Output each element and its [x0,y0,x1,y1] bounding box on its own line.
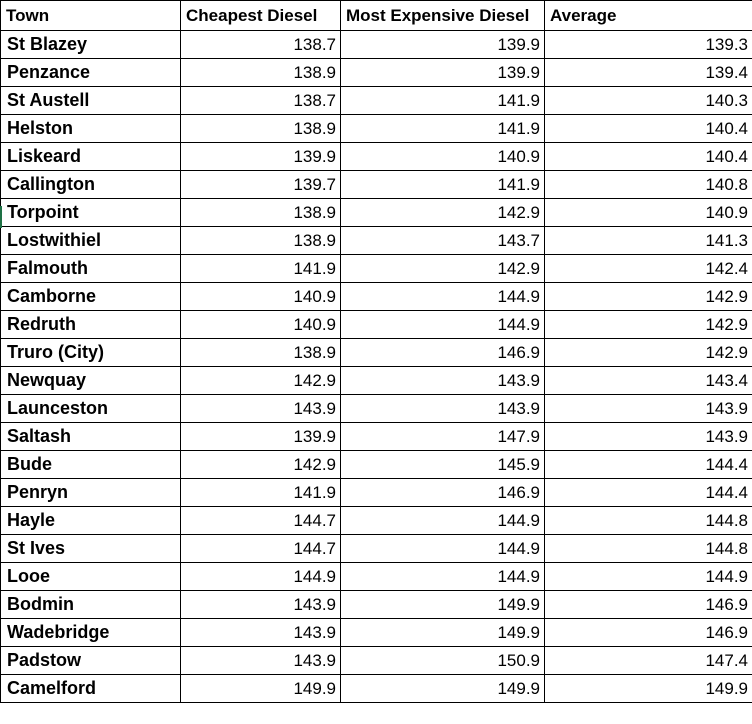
average-cell[interactable]: 140.9 [545,199,752,227]
cheapest-diesel-cell[interactable]: 140.9 [181,311,341,339]
average-cell[interactable]: 142.9 [545,339,752,367]
town-cell[interactable]: Helston [1,115,181,143]
town-cell[interactable]: Padstow [1,647,181,675]
cheapest-diesel-cell[interactable]: 143.9 [181,395,341,423]
town-cell[interactable]: Saltash [1,423,181,451]
town-cell[interactable]: Liskeard [1,143,181,171]
table-row [1,87,752,115]
town-cell[interactable]: Newquay [1,367,181,395]
cheapest-diesel-cell[interactable]: 144.9 [181,563,341,591]
average-cell[interactable]: 142.4 [545,255,752,283]
cheapest-diesel-cell[interactable]: 139.9 [181,423,341,451]
town-cell[interactable]: Wadebridge [1,619,181,647]
town-cell[interactable]: St Austell [1,87,181,115]
cheapest-diesel-cell[interactable]: 143.9 [181,591,341,619]
most-expensive-diesel-cell[interactable]: 142.9 [341,199,545,227]
most-expensive-diesel-cell[interactable]: 143.9 [341,395,545,423]
cheapest-diesel-cell[interactable]: 143.9 [181,647,341,675]
cheapest-diesel-cell[interactable]: 142.9 [181,451,341,479]
table-row [1,423,752,451]
cheapest-diesel-cell[interactable]: 138.9 [181,115,341,143]
most-expensive-diesel-cell[interactable]: 149.9 [341,675,545,703]
town-cell[interactable]: Redruth [1,311,181,339]
town-cell[interactable]: Penryn [1,479,181,507]
header-cell-most-expensive-diesel[interactable]: Most Expensive Diesel [341,1,545,31]
average-cell[interactable]: 140.8 [545,171,752,199]
table-row [1,507,752,535]
table-row [1,171,752,199]
cheapest-diesel-cell[interactable]: 138.9 [181,339,341,367]
most-expensive-diesel-cell[interactable]: 143.9 [341,367,545,395]
most-expensive-diesel-cell[interactable]: 141.9 [341,87,545,115]
town-cell[interactable]: Hayle [1,507,181,535]
average-cell[interactable]: 144.4 [545,451,752,479]
cheapest-diesel-cell[interactable]: 144.7 [181,507,341,535]
average-cell[interactable]: 140.3 [545,87,752,115]
table-row [1,31,752,59]
average-cell[interactable]: 146.9 [545,591,752,619]
average-cell[interactable]: 140.4 [545,143,752,171]
cheapest-diesel-cell[interactable]: 138.7 [181,87,341,115]
table-row [1,675,752,703]
most-expensive-diesel-cell[interactable]: 149.9 [341,619,545,647]
header-cell-average[interactable]: Average [545,1,752,31]
table-row [1,451,752,479]
table-row [1,199,752,227]
average-cell[interactable]: 141.3 [545,227,752,255]
header-cell-cheapest-diesel[interactable]: Cheapest Diesel [181,1,341,31]
average-cell[interactable]: 142.9 [545,311,752,339]
average-cell[interactable]: 147.4 [545,647,752,675]
table-row [1,255,752,283]
average-cell[interactable]: 140.4 [545,115,752,143]
most-expensive-diesel-cell[interactable]: 146.9 [341,339,545,367]
most-expensive-diesel-cell[interactable]: 140.9 [341,143,545,171]
most-expensive-diesel-cell[interactable]: 144.9 [341,507,545,535]
table-row [1,367,752,395]
most-expensive-diesel-cell[interactable]: 150.9 [341,647,545,675]
cheapest-diesel-cell[interactable]: 139.9 [181,143,341,171]
most-expensive-diesel-cell[interactable]: 147.9 [341,423,545,451]
town-cell[interactable]: Lostwithiel [1,227,181,255]
average-cell[interactable]: 144.8 [545,507,752,535]
table-row [1,563,752,591]
table-body [1,31,752,703]
table-row [1,619,752,647]
most-expensive-diesel-cell[interactable]: 146.9 [341,479,545,507]
average-cell[interactable]: 143.9 [545,423,752,451]
most-expensive-diesel-cell[interactable]: 142.9 [341,255,545,283]
town-cell[interactable]: Camelford [1,675,181,703]
most-expensive-diesel-cell[interactable]: 144.9 [341,283,545,311]
cheapest-diesel-cell[interactable]: 143.9 [181,619,341,647]
average-cell[interactable]: 143.9 [545,395,752,423]
cheapest-diesel-cell[interactable]: 138.9 [181,227,341,255]
town-cell[interactable]: Looe [1,563,181,591]
average-cell[interactable]: 139.3 [545,31,752,59]
cheapest-diesel-cell[interactable]: 138.7 [181,31,341,59]
town-cell[interactable]: Truro (City) [1,339,181,367]
cheapest-diesel-cell[interactable]: 138.9 [181,59,341,87]
town-cell[interactable]: Launceston [1,395,181,423]
header-row [1,1,752,31]
town-cell[interactable]: Falmouth [1,255,181,283]
cheapest-diesel-cell[interactable]: 139.7 [181,171,341,199]
table-row [1,535,752,563]
row-selection-marker [0,206,2,228]
town-cell[interactable]: Bodmin [1,591,181,619]
most-expensive-diesel-cell[interactable]: 139.9 [341,31,545,59]
table-row [1,591,752,619]
most-expensive-diesel-cell[interactable]: 149.9 [341,591,545,619]
town-cell[interactable]: St Ives [1,535,181,563]
most-expensive-diesel-cell[interactable]: 141.9 [341,171,545,199]
table-row [1,311,752,339]
table-row [1,479,752,507]
cheapest-diesel-cell[interactable]: 144.7 [181,535,341,563]
most-expensive-diesel-cell[interactable]: 144.9 [341,311,545,339]
table-row [1,339,752,367]
table-row [1,227,752,255]
town-cell[interactable]: Camborne [1,283,181,311]
table-row [1,115,752,143]
average-cell[interactable]: 144.4 [545,479,752,507]
cheapest-diesel-cell[interactable]: 142.9 [181,367,341,395]
cheapest-diesel-cell[interactable]: 149.9 [181,675,341,703]
table-row [1,395,752,423]
most-expensive-diesel-cell[interactable]: 141.9 [341,115,545,143]
cheapest-diesel-cell[interactable]: 138.9 [181,199,341,227]
average-cell[interactable]: 143.4 [545,367,752,395]
average-cell[interactable]: 146.9 [545,619,752,647]
table-row [1,647,752,675]
average-cell[interactable]: 144.8 [545,535,752,563]
average-cell[interactable]: 144.9 [545,563,752,591]
town-cell[interactable]: Torpoint [1,199,181,227]
most-expensive-diesel-cell[interactable]: 139.9 [341,59,545,87]
town-cell[interactable]: St Blazey [1,31,181,59]
average-cell[interactable]: 142.9 [545,283,752,311]
cheapest-diesel-cell[interactable]: 141.9 [181,479,341,507]
cheapest-diesel-cell[interactable]: 141.9 [181,255,341,283]
average-cell[interactable]: 149.9 [545,675,752,703]
header-cell-town[interactable]: Town [1,1,181,31]
cheapest-diesel-cell[interactable]: 140.9 [181,283,341,311]
most-expensive-diesel-cell[interactable]: 143.7 [341,227,545,255]
most-expensive-diesel-cell[interactable]: 145.9 [341,451,545,479]
average-cell[interactable]: 139.4 [545,59,752,87]
table-row [1,143,752,171]
most-expensive-diesel-cell[interactable]: 144.9 [341,535,545,563]
town-cell[interactable]: Penzance [1,59,181,87]
town-cell[interactable]: Callington [1,171,181,199]
table-row [1,59,752,87]
most-expensive-diesel-cell[interactable]: 144.9 [341,563,545,591]
table-row [1,283,752,311]
town-cell[interactable]: Bude [1,451,181,479]
